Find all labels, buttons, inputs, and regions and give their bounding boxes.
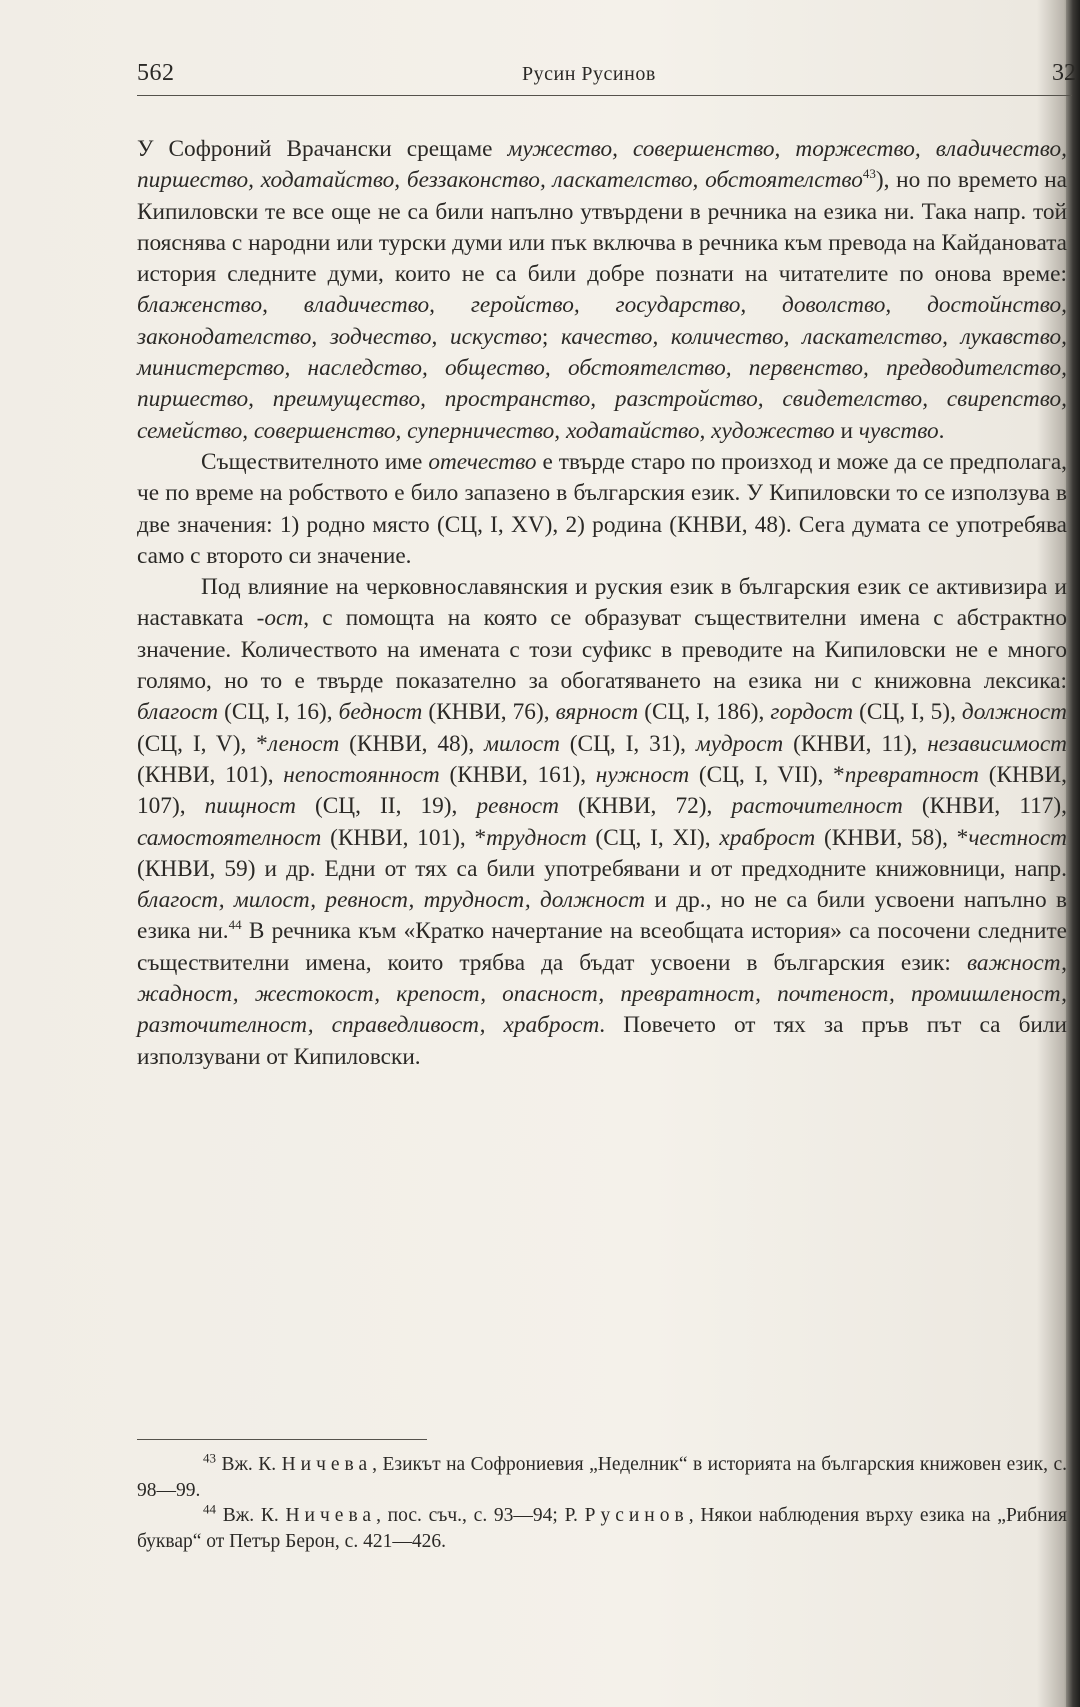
footnote-ref: 43: [862, 166, 876, 182]
italic-term: независимост: [927, 730, 1067, 757]
italic-term: милост: [484, 730, 560, 757]
facing-page-number: 32: [1052, 60, 1076, 86]
text-run: Русинов: [584, 1505, 689, 1526]
text-run: , пос. съч., с. 93—94; Р.: [376, 1505, 585, 1526]
header-rule: [137, 95, 1072, 96]
italic-term: нужност: [595, 761, 690, 788]
text-run: (СЦ, I, 16),: [218, 699, 339, 726]
text-run: Съществителното име: [201, 448, 429, 475]
footnote-ref: 43: [203, 1450, 216, 1466]
italic-term: блаженство, владичество, геройство, государство, доволство, достойнство, законодателство, зодчество, искуство: [137, 292, 1067, 350]
italic-term: гордост: [770, 699, 854, 726]
text-run: (КНВИ, 117),: [902, 793, 1067, 820]
italic-term: мужество, совершенство, торжество, владичество, пиршество, ходатайство, беззаконство, ласкателство, обстоятелство: [137, 136, 1067, 194]
text-run: .: [938, 417, 945, 444]
italic-term: леност: [267, 730, 340, 757]
text-run: (КНВИ, 59) и др. Едни от тях са били употребявани и от предходните книжовници, напр.: [137, 855, 1067, 882]
page-edge-shadow: [1066, 0, 1080, 1707]
italic-term: превратност: [844, 761, 979, 788]
italic-term: непостоянност: [283, 761, 440, 788]
text-run: (СЦ, II, 19),: [295, 793, 477, 820]
italic-term: чувство: [858, 417, 939, 444]
italic-term: храброст: [719, 824, 816, 851]
italic-term: качество, количество, ласкателство, лукавство, министерство, наследство, общество, обстоятелство, первенство, предводителство, пиршество, преимущество, пространство, разстройство, свидетелство, свирепство, семейство, совершенство, суперничество, ходатайство, художество: [137, 323, 1067, 444]
text-run: У Софроний Врачански срещаме: [137, 136, 508, 162]
text-run: (КНВИ, 101),: [137, 761, 284, 788]
italic-term: должност: [961, 699, 1067, 726]
text-run: (КНВИ, 161),: [439, 761, 596, 788]
text-run: В речника към «Кратко начертание на всеобщата история» са посочени следните съществителни имена, които трябва да бъдат усвоени в българския език:: [137, 918, 1067, 976]
italic-term: благост, милост, ревност, трудност, должност: [137, 887, 646, 914]
text-run: (СЦ, I, V), *: [137, 730, 268, 757]
italic-term: расточителност: [731, 793, 903, 820]
text-run: и др., но не са били усвоени напълно в езика ни.: [137, 887, 1068, 945]
footnote-1: [137, 1452, 1067, 1503]
text-run: Ничева: [285, 1505, 377, 1526]
text-run: Вж. К.: [216, 1454, 282, 1475]
text-run: . Повечето от тях за пръв път са били използувани от Кипиловски.: [137, 1012, 1067, 1070]
page-number: 562: [137, 60, 175, 86]
paragraph-1: [137, 134, 1067, 447]
text-run: Ничева: [281, 1454, 373, 1475]
italic-term: честност: [968, 824, 1067, 851]
italic-term: мудрост: [695, 730, 784, 757]
footnote-ref: 44: [203, 1501, 216, 1517]
text-run: (КНВИ, 76),: [422, 699, 556, 726]
text-run: и: [834, 417, 859, 444]
italic-term: важност, жадност, жестокост, крепост, опасност, превратност, почтеност, промишленост, разточителност, справедливост, храброст: [137, 949, 1067, 1039]
page-header: [137, 58, 1076, 98]
text-run: , Някои наблюдения върху езика на „Рибния буквар“ от Петър Берон, с. 421—426.: [137, 1505, 1067, 1552]
text-run: (КНВИ, 11),: [783, 730, 928, 757]
text-run: (СЦ, I, 5),: [853, 699, 962, 726]
footnote-2: [137, 1503, 1067, 1554]
italic-term: пищност: [204, 793, 296, 820]
paragraph-3: [137, 572, 1067, 1073]
italic-term: -ост: [256, 605, 304, 632]
italic-term: благост: [137, 699, 219, 726]
text-run: (СЦ, I, 186),: [638, 699, 771, 726]
text-run: (КНВИ, 48),: [339, 730, 485, 757]
italic-term: отечество: [428, 448, 537, 475]
running-head: Русин Русинов: [522, 63, 656, 85]
text-run: Под влияние на черковнославянския и руския език в българския език се активизира и наставката: [137, 574, 1067, 632]
italic-term: трудност: [486, 824, 587, 851]
body-text: [137, 134, 1067, 1073]
text-run: (КНВИ, 72),: [558, 793, 732, 820]
text-run: Вж. К.: [216, 1505, 286, 1526]
paragraph-2: [137, 447, 1067, 572]
italic-term: вярност: [555, 699, 639, 726]
text-run: (СЦ, I, VII), *: [689, 761, 845, 788]
italic-term: самостоятелност: [137, 824, 322, 851]
footnote-rule: [137, 1439, 427, 1440]
text-run: (КНВИ, 101), *: [321, 824, 487, 851]
footnotes: [137, 1452, 1067, 1554]
text-run: , с помощта на която се образуват съществителни имена с абстрактно значение. Количеството на имената с този суфикс в преводите на Кипиловски не е много голямо, но то е твърде показателно за обогатяването на езика ни с книжовна лексика:: [137, 605, 1067, 695]
text-run: ;: [541, 323, 562, 350]
italic-term: бедност: [338, 699, 423, 726]
text-run: ), но по времето на Кипиловски те все още не са били напълно утвърдени в речника на езика ни. Така напр. той пояснява с народни или турски думи или пък включва в речника към превода на Кайдановата история следните думи, които не са били добре познати на читателите по онова време:: [137, 167, 1068, 288]
footnote-ref: 44: [228, 917, 242, 933]
italic-term: ревност: [476, 793, 559, 820]
text-run: , Езикът на Софрониевия „Неделник“ в историята на българския книжовен език, с. 98—99.: [137, 1454, 1067, 1501]
text-run: (СЦ, I, XI),: [586, 824, 720, 851]
text-run: (КНВИ, 107),: [137, 761, 1067, 820]
text-run: (КНВИ, 58), *: [815, 824, 969, 851]
text-run: е твърде старо по произход и може да се предполага, че по време на робството е било запазено в българския език. У Кипиловски то се използува в две значения: 1) родно място (СЦ, I, XV), 2) родина (КНВИ, 48). Сега думата се употребява само с второто си значение.: [137, 448, 1067, 569]
text-run: (СЦ, I, 31),: [559, 730, 696, 757]
